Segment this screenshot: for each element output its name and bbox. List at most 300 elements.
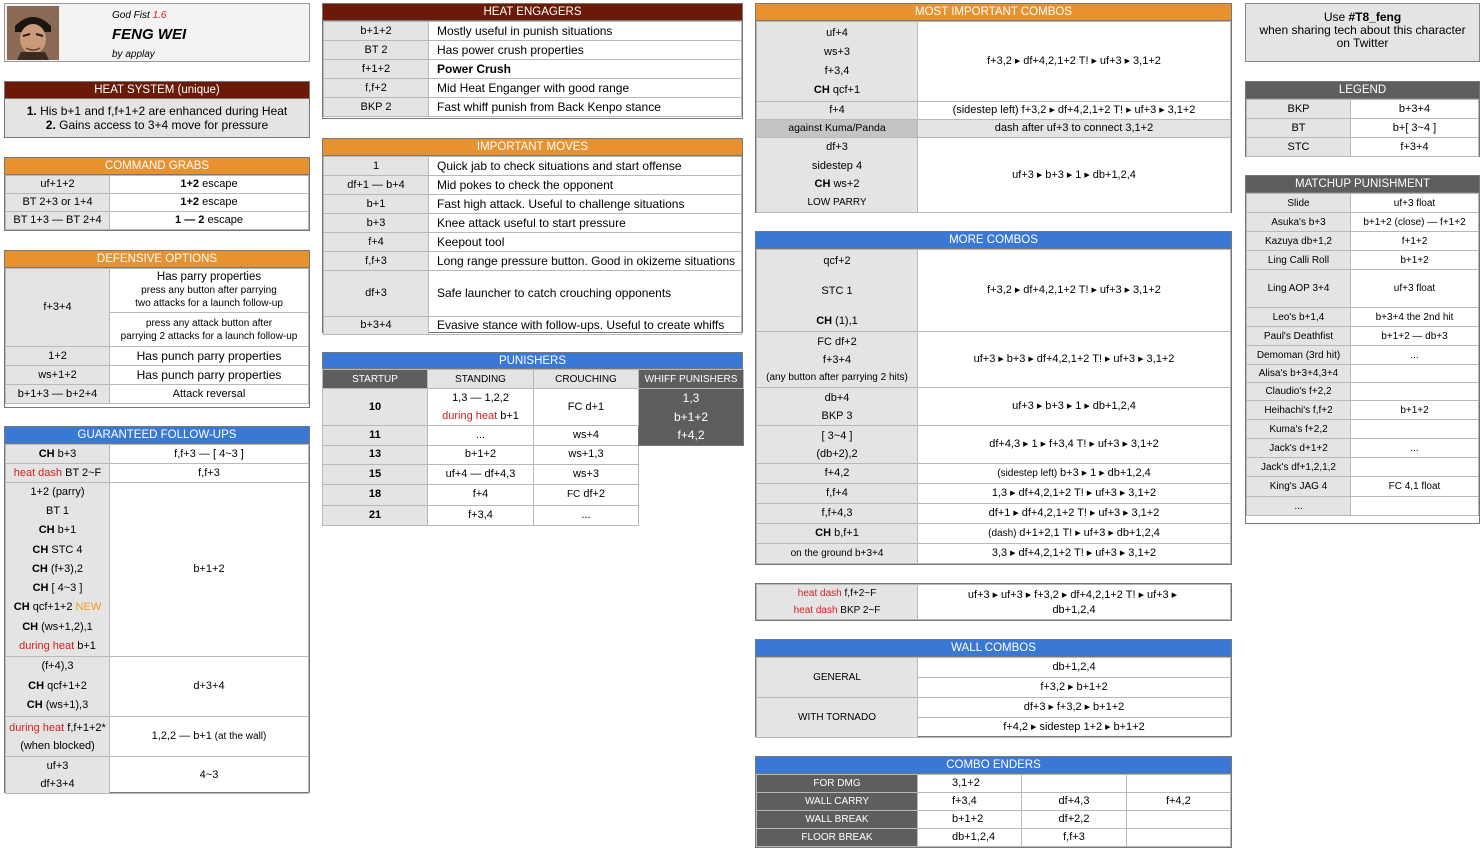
engager-input: b+1+2: [324, 22, 429, 41]
table-row: [324, 41, 742, 60]
arrow-right-icon: ▶: [1014, 58, 1021, 65]
table-row: [757, 388, 1231, 426]
arrow-right-icon: ▶: [1048, 704, 1054, 711]
combo-starter: sidestep 4: [811, 159, 863, 172]
combo-route: [918, 718, 1231, 738]
combo-step: b+1+2: [1113, 721, 1145, 733]
engager-input: f+1+2: [324, 60, 429, 79]
table-row: [323, 389, 744, 426]
combo-starter-text: ws+2: [833, 178, 860, 190]
move-description: Safe launcher to catch crouching opponents: [429, 271, 742, 317]
defensive-options-header: DEFENSIVE OPTIONS: [5, 251, 309, 268]
starter-move: [8, 598, 107, 617]
empty-cell: [639, 505, 744, 525]
escape-button: 1 — 2: [175, 214, 205, 226]
combo-route: [918, 388, 1231, 426]
matchup-move: Jack's d+1+2: [1247, 439, 1351, 458]
combo-step: df+4,2,1+2 T!: [1036, 353, 1103, 365]
combo-starter: f+4: [757, 102, 918, 120]
during-heat-tag: during heat: [9, 721, 65, 734]
arrow-right-icon: ▶: [1084, 403, 1090, 410]
arrow-right-icon: ▶: [1099, 470, 1105, 477]
combo-step: f+3,2: [1021, 104, 1047, 116]
starter-move: 1+2 (parry): [30, 486, 85, 499]
matchup-punish: b+1+2: [1351, 251, 1479, 270]
column-header-startup: STARTUP: [323, 370, 428, 389]
during-heat-tag: during heat: [19, 639, 75, 652]
combo-step: df+4,2,1+2 T!: [1018, 547, 1084, 559]
matchup-punish: b+1+2 (close) — f+1+2: [1351, 213, 1479, 232]
arrow-right-icon: ▶: [1105, 724, 1111, 731]
starter-move: [8, 637, 107, 656]
combo-route: [918, 250, 1231, 332]
table-row: [1247, 327, 1479, 346]
matchup-move: Slide: [1247, 194, 1351, 213]
combo-starter-text: BKP 2~F: [837, 605, 881, 616]
matchup-punish: ...: [1351, 439, 1479, 458]
matchup-move: Claudio's f+2,2: [1247, 383, 1351, 401]
table-row: [1247, 270, 1479, 308]
share-line-2: when sharing tech about this character: [1259, 23, 1466, 37]
counter-hit-tag: CH: [815, 527, 832, 539]
starter-move: BT 2~F: [62, 466, 102, 479]
more-combos-panel: [755, 231, 1232, 565]
combo-step: 3,1+2: [1133, 55, 1161, 67]
counter-hit-tag: CH: [31, 562, 48, 575]
table-row: [323, 370, 744, 389]
combo-step: uf+3: [1098, 507, 1121, 519]
share-text: Use: [1323, 10, 1349, 24]
combo-route: [918, 524, 1231, 544]
combo-starters: [757, 332, 918, 388]
combo-step: uf+3: [1001, 588, 1023, 601]
arrow-right-icon: ▶: [1036, 403, 1043, 410]
combo-starters: [757, 22, 918, 102]
guaranteed-followups-table: [5, 444, 309, 794]
legend-abbr: BKP: [1247, 100, 1351, 119]
arrow-right-icon: ▶: [1023, 441, 1029, 448]
ender-move: db+1,2,4: [918, 829, 1022, 847]
combo-step: 3,3: [991, 547, 1008, 559]
whiff-punisher-move: b+1+2: [673, 409, 709, 424]
startup-frames: 21: [323, 505, 428, 525]
move-description: Quick jab to check situations and start offense: [429, 157, 742, 176]
table-row: [324, 271, 742, 317]
table-row: [6, 269, 309, 313]
heat-engagers-panel: [322, 3, 743, 119]
move-description: Keepout tool: [429, 233, 742, 252]
matchup-move: Alisa's b+3+4,3+4: [1247, 365, 1351, 383]
followup-starter: [6, 464, 110, 483]
combo-step: 1: [1090, 467, 1097, 479]
ender-move: df+2,2: [1022, 811, 1126, 829]
combo-starter: [759, 311, 915, 331]
combo-starter: qcf+2: [823, 254, 851, 267]
parry-note-2: two attacks for a launch follow-up: [135, 298, 283, 309]
combo-step: 3,1+2: [1130, 438, 1159, 450]
combo-step: uf+3: [1099, 284, 1122, 296]
table-row: [757, 138, 1231, 213]
combo-route: [918, 585, 1231, 620]
arrow-right-icon: ▶: [1036, 171, 1043, 179]
table-row: [757, 120, 1231, 138]
matchup-punish: ...: [1351, 346, 1479, 365]
grab-input: uf+1+2: [6, 176, 110, 194]
table-row: [1247, 365, 1479, 383]
ender-move: [1126, 775, 1230, 793]
followup-move: 4~3: [110, 757, 309, 794]
combo-route: [918, 22, 1231, 102]
empty-cell: [639, 464, 744, 484]
startup-frames: 15: [323, 464, 428, 484]
punishers-table: [322, 369, 744, 526]
arrow-right-icon: ▶: [1049, 107, 1055, 114]
whiff-punisher-move: f+4,2: [677, 428, 705, 442]
wall-combos-table: [756, 657, 1231, 738]
ender-move: f,f+3: [1022, 829, 1126, 847]
escape-label: escape: [199, 178, 238, 190]
combo-starter: FC df+2: [817, 335, 857, 348]
matchup-punish: [1351, 497, 1479, 516]
command-grabs-table: [5, 175, 309, 230]
combo-starter: [757, 524, 918, 544]
heat-dash-combo-panel: [755, 583, 1232, 621]
table-row: [1247, 383, 1479, 401]
engager-description: Fast whiff punish from Back Kenpo stance: [429, 98, 742, 117]
combo-step: uf+3: [1012, 168, 1034, 181]
ender-move: f+4,2: [1126, 793, 1230, 811]
starter-move: uf+3: [46, 760, 69, 772]
arrow-right-icon: ▶: [992, 591, 999, 599]
heat-system-panel: [4, 81, 310, 138]
table-row: [757, 504, 1231, 524]
starter-move-text: qcf+1+2: [32, 601, 73, 614]
table-row: [1247, 439, 1479, 458]
table-row: [757, 464, 1231, 484]
guaranteed-followups-panel: [4, 426, 310, 793]
table-row: [1247, 251, 1479, 270]
table-row: [324, 195, 742, 214]
more-combos-table: [756, 249, 1231, 564]
crouching-punisher: FC d+1: [534, 389, 639, 426]
arrow-right-icon: ▶: [1031, 724, 1037, 731]
combo-step: f+3,2: [1040, 681, 1066, 693]
hashtag: #T8_feng: [1348, 10, 1402, 24]
legend-abbr: BT: [1247, 119, 1351, 138]
table-row: [757, 811, 1231, 829]
table-row: [6, 347, 309, 366]
combo-step: df+1: [988, 507, 1011, 519]
legend-table: [1246, 99, 1479, 157]
combo-route: [918, 332, 1231, 388]
table-row: [1247, 497, 1479, 516]
matchup-move: King's JAG 4: [1247, 477, 1351, 497]
table-row: [757, 544, 1231, 564]
move-input: 1: [324, 157, 429, 176]
defensive-options-panel: [4, 250, 310, 408]
grab-escape: [110, 176, 309, 194]
combo-step: df+3: [1023, 701, 1046, 713]
combo-step: df+4,2,1+2 T!: [1023, 284, 1089, 296]
combo-step: 3,1+2: [1167, 104, 1196, 116]
legend-input: b+3+4: [1351, 100, 1479, 119]
starter-move: BT 1: [45, 505, 70, 518]
table-row: [324, 98, 742, 117]
engager-input: BT 2: [324, 41, 429, 60]
escape-label: escape: [199, 196, 238, 208]
combo-starter: LOW PARRY: [807, 196, 867, 208]
combo-starter-text: b,f+1: [834, 527, 859, 539]
matchup-move: Asuka's b+3: [1247, 213, 1351, 232]
combo-route: [918, 544, 1231, 564]
arrow-right-icon: ▶: [1075, 530, 1081, 537]
share-line-3: on Twitter: [1336, 36, 1389, 50]
combo-starter: ws+3: [824, 45, 850, 58]
starter-move: [8, 541, 107, 560]
arrow-right-icon: ▶: [1014, 287, 1021, 294]
table-row: [6, 445, 309, 464]
column-header-standing: STANDING: [428, 370, 534, 389]
heat-dash-tag: heat dash: [793, 605, 838, 616]
combo-starter-text: qcf+1: [832, 83, 861, 96]
move-input: b+3: [324, 214, 429, 233]
combo-step: uf+3: [1012, 400, 1034, 412]
arrow-right-icon: ▶: [1084, 171, 1090, 179]
table-row: [1247, 308, 1479, 327]
arrow-right-icon: ▶: [1040, 441, 1047, 448]
combo-step: df+4,2,1+2 T!: [1057, 104, 1124, 116]
combo-step: uf+3: [1095, 487, 1117, 499]
matchup-punish: uf+3 float: [1351, 270, 1479, 308]
table-row: [6, 717, 309, 757]
combo-step: d+1+2,1 T!: [1019, 527, 1073, 539]
combo-step: uf+3: [1099, 55, 1122, 67]
character-title-card: [4, 3, 310, 62]
counter-hit-tag: CH: [22, 620, 39, 633]
starter-move-text: b+1: [74, 639, 96, 652]
during-heat-tag: during heat: [442, 410, 498, 423]
combo-step: sidestep 1+2: [1039, 721, 1103, 733]
grab-input: BT 2+3 or 1+4: [6, 194, 110, 212]
table-row: [757, 250, 1231, 332]
ender-category: FOR DMG: [757, 775, 918, 793]
heat-system-line-2: [5, 118, 309, 132]
counter-hit-tag: CH: [38, 447, 55, 460]
arrow-right-icon: ▶: [1105, 356, 1111, 363]
combo-step: b+1+2: [1093, 701, 1125, 713]
combo-step: db+1,2,4: [918, 658, 1231, 678]
legend-input: f+3+4: [1351, 138, 1479, 157]
arrow-right-icon: ▶: [1089, 441, 1095, 448]
combo-starter: on the ground b+3+4: [757, 544, 918, 564]
startup-frames: 13: [323, 445, 428, 464]
arrow-right-icon: ▶: [1090, 510, 1096, 517]
arrow-right-icon: ▶: [1010, 550, 1016, 557]
arrow-right-icon: ▶: [1124, 58, 1131, 65]
combo-step: 3,1+2: [1133, 284, 1161, 296]
matchup-punish: b+1+2 — db+3: [1351, 327, 1479, 346]
crouching-punisher-text: df+2: [580, 488, 606, 500]
command-grabs-header: COMMAND GRABS: [5, 158, 309, 175]
combo-step: uf+3: [973, 353, 996, 365]
combo-step: b+3: [1045, 168, 1064, 181]
arrow-right-icon: ▶: [1108, 530, 1114, 537]
followup-starter-group: [6, 483, 110, 657]
combo-starter: [759, 585, 915, 602]
twitter-share-note: [1245, 3, 1480, 62]
heat-system-text-1: His b+1 and f,f+1+2 are enhanced during Heat: [36, 104, 288, 118]
parry-description: [110, 269, 309, 313]
ender-move: df+4,3: [1022, 793, 1126, 811]
startup-frames: 18: [323, 484, 428, 505]
followup-starter: [6, 445, 110, 464]
table-row: [1247, 420, 1479, 439]
command-grabs-panel: [4, 157, 310, 231]
combo-starter: [759, 175, 915, 194]
move-description: Evasive stance with follow-ups. Useful to create whiffs: [429, 317, 742, 335]
table-row: [324, 22, 742, 41]
arrow-right-icon: ▶: [1159, 107, 1165, 114]
combo-step: 3,1+2: [1128, 547, 1157, 559]
heat-dash-combo-table: [756, 584, 1231, 620]
combo-step: b+3: [1060, 467, 1079, 479]
table-row: [324, 60, 742, 79]
arrow-right-icon: ▶: [1028, 356, 1034, 363]
matchup-header: MATCHUP PUNISHMENT: [1246, 176, 1479, 193]
engager-description: Mostly useful in punish situations: [429, 22, 742, 41]
arrow-right-icon: ▶: [1086, 490, 1093, 497]
legend-panel: [1245, 81, 1480, 157]
table-row: [757, 22, 1231, 102]
punishers-panel: [322, 352, 743, 524]
table-row: [324, 233, 742, 252]
table-row: [1247, 346, 1479, 365]
table-row: [1247, 232, 1479, 251]
new-badge: NEW: [75, 601, 102, 614]
kuma-panda-note: dash after uf+3 to connect 3,1+2: [918, 120, 1231, 138]
whiff-punishers: [639, 389, 744, 446]
arrow-right-icon: ▶: [1171, 591, 1178, 599]
combo-step: db+1,2,4: [1092, 400, 1136, 412]
followup-move: d+3+4: [110, 657, 309, 717]
parry-note-4: parrying 2 attacks for a launch follow-up: [120, 330, 298, 342]
standing-punisher: f+3,4: [428, 505, 534, 525]
counter-hit-tag: CH: [32, 543, 49, 556]
counter-hit-tag: CH: [13, 601, 30, 614]
standing-punisher: [428, 389, 534, 426]
table-row: [757, 829, 1231, 847]
followup-move: [110, 717, 309, 757]
arrow-right-icon: ▶: [1138, 356, 1144, 363]
matchup-table: [1246, 193, 1479, 516]
defense-description: Has punch parry properties: [110, 366, 309, 385]
arrow-right-icon: ▶: [1025, 591, 1032, 599]
combo-step: uf+3: [1134, 104, 1157, 116]
combo-starter: [759, 602, 915, 619]
matchup-move: Jack's df+1,2,1,2: [1247, 458, 1351, 477]
combo-step: db+1,2,4: [1116, 527, 1160, 539]
combo-step: df+4,3: [989, 438, 1021, 450]
combo-step: uf+3: [1097, 438, 1120, 450]
combo-starters: [757, 250, 918, 332]
arrow-right-icon: ▶: [1066, 403, 1073, 410]
starter-move-text: [ 4~3 ]: [51, 582, 83, 595]
most-combos-header: MOST IMPORTANT COMBOS: [756, 4, 1231, 21]
counter-hit-tag: CH: [38, 524, 55, 537]
combo-step: df+4,2,1+2 T!: [1018, 487, 1084, 499]
heat-system-num-1: 1.: [26, 104, 37, 118]
combo-starter: [ 3~4 ]: [821, 429, 853, 442]
defense-description: Has punch parry properties: [110, 347, 309, 366]
table-row: [6, 657, 309, 717]
table-row: [1247, 194, 1479, 213]
combo-step: 3,1+2: [1128, 487, 1157, 499]
ender-category: WALL CARRY: [757, 793, 918, 811]
arrow-right-icon: ▶: [1061, 591, 1068, 599]
move-description: Fast high attack. Useful to challenge situations: [429, 195, 742, 214]
ender-move: 3,1+2: [918, 775, 1022, 793]
combo-step: uf+3: [1113, 353, 1136, 365]
table-row: [6, 194, 309, 212]
combo-route: [918, 102, 1231, 120]
starter-move: [8, 696, 107, 716]
move-input: df+1 — b+4: [324, 176, 429, 195]
combo-starter: f,f+4: [757, 484, 918, 504]
arrow-right-icon: ▶: [1138, 591, 1144, 599]
heat-system-text-2: Gains access to 3+4 move for pressure: [55, 118, 269, 132]
heat-system-line-1: [5, 104, 309, 118]
table-row: [6, 385, 309, 404]
table-row: [757, 793, 1231, 811]
matchup-move: Ling AOP 3+4: [1247, 270, 1351, 308]
followup-starter-group: [6, 657, 110, 717]
important-moves-table: [323, 156, 742, 335]
combo-starter-text: f,f+2~F: [841, 588, 877, 599]
parry-note-1: press any button after parrying: [141, 285, 277, 296]
table-row: [1247, 213, 1479, 232]
heat-engagers-table: [323, 21, 742, 117]
table-row: [323, 505, 744, 525]
matchup-move: ...: [1247, 497, 1351, 516]
table-row: [757, 484, 1231, 504]
followup-move: f,f+3: [110, 464, 309, 483]
startup-frames: 11: [323, 426, 428, 445]
combo-step: uf+3: [1095, 547, 1117, 559]
combo-step: f+3,2: [987, 284, 1012, 296]
wall-combos-header: WALL COMBOS: [756, 640, 1231, 657]
followup-starter-group: [6, 717, 110, 757]
ender-category: FLOOR BREAK: [757, 829, 918, 847]
combo-route: [918, 504, 1231, 524]
engager-input: f,f+2: [324, 79, 429, 98]
matchup-punish: [1351, 458, 1479, 477]
arrow-right-icon: ▶: [998, 356, 1004, 363]
arrow-right-icon: ▶: [1124, 287, 1131, 294]
combo-starters: [757, 426, 918, 464]
starter-move-text: (ws+1),3: [45, 699, 89, 712]
table-row: [324, 252, 742, 271]
wall-general-label: GENERAL: [757, 658, 918, 698]
table-row: [6, 464, 309, 483]
startup-frames: 10: [323, 389, 428, 426]
starter-move: [8, 677, 107, 697]
column-header-whiff: WHIFF PUNISHERS: [639, 370, 744, 389]
combo-step: 1: [1075, 400, 1082, 412]
table-row: [757, 332, 1231, 388]
table-row: [324, 214, 742, 233]
grab-input: BT 1+3 — BT 2+4: [6, 212, 110, 230]
arrow-right-icon: ▶: [1068, 684, 1074, 691]
